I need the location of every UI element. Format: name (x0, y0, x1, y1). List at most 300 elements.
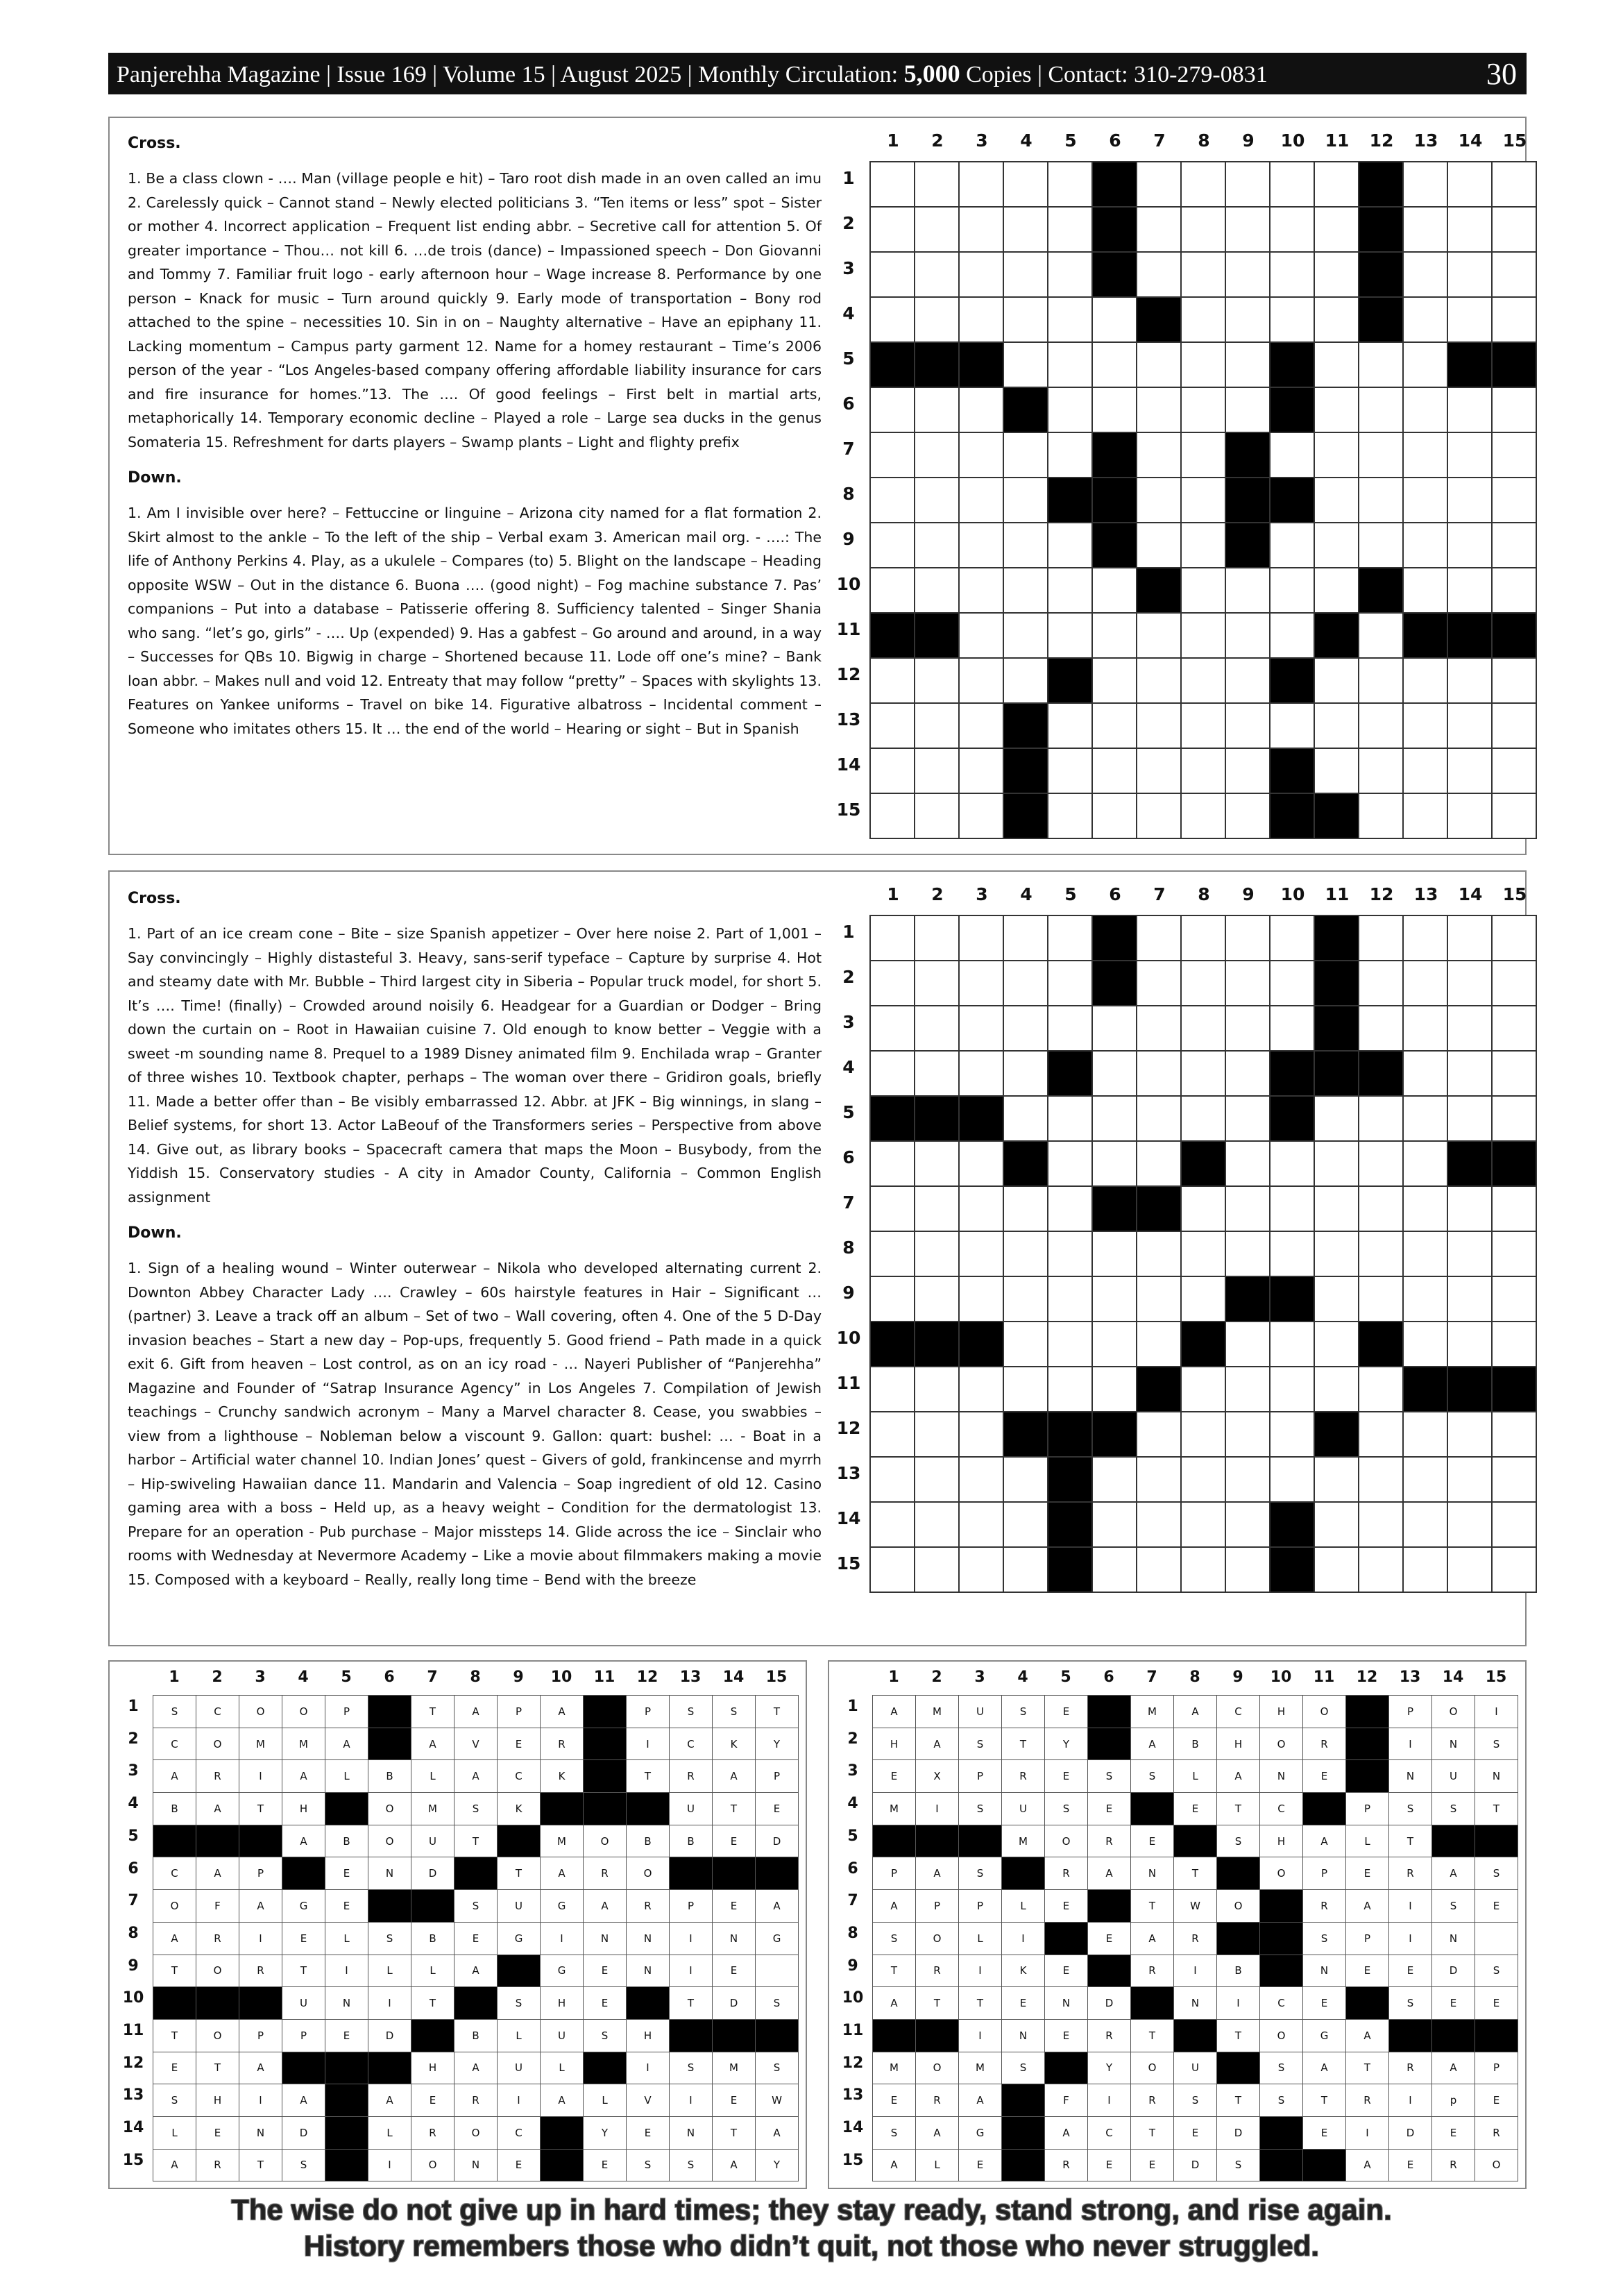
grid-cell[interactable] (1315, 388, 1359, 433)
grid-cell[interactable] (1448, 749, 1493, 794)
grid-cell[interactable] (1404, 523, 1448, 568)
grid-cell[interactable] (1137, 523, 1182, 568)
grid-cell[interactable] (960, 1548, 1004, 1593)
grid-cell[interactable] (1048, 343, 1093, 388)
grid-cell[interactable] (1182, 1458, 1226, 1503)
grid-cell[interactable] (1493, 1503, 1537, 1548)
grid-cell[interactable] (1226, 1548, 1271, 1593)
grid-cell[interactable] (1271, 1232, 1315, 1277)
grid-cell[interactable] (1404, 162, 1448, 208)
grid-cell[interactable] (915, 704, 960, 749)
grid-cell[interactable] (1493, 749, 1537, 794)
grid-cell[interactable] (1404, 1187, 1448, 1232)
grid-cell[interactable] (1004, 1367, 1048, 1412)
grid-cell[interactable] (1404, 1503, 1448, 1548)
grid-cell[interactable] (960, 523, 1004, 568)
grid-cell[interactable] (915, 162, 960, 208)
grid-cell[interactable] (1359, 961, 1404, 1006)
grid-cell[interactable] (1048, 1006, 1093, 1052)
grid-cell[interactable] (1004, 478, 1048, 523)
grid-cell[interactable] (1404, 208, 1448, 253)
grid-cell[interactable] (871, 253, 915, 298)
grid-cell[interactable] (871, 1412, 915, 1458)
grid-cell[interactable] (1182, 523, 1226, 568)
grid-cell[interactable] (1093, 298, 1137, 343)
grid-cell[interactable] (1004, 208, 1048, 253)
grid-cell[interactable] (1226, 704, 1271, 749)
grid-cell[interactable] (960, 794, 1004, 839)
grid-cell[interactable] (1093, 1548, 1137, 1593)
grid-cell[interactable] (1359, 1412, 1404, 1458)
grid-cell[interactable] (1315, 208, 1359, 253)
grid-cell[interactable] (1004, 523, 1048, 568)
grid-cell[interactable] (1137, 1548, 1182, 1593)
grid-cell[interactable] (1359, 523, 1404, 568)
grid-cell[interactable] (915, 1367, 960, 1412)
grid-cell[interactable] (1359, 1277, 1404, 1322)
grid-cell[interactable] (1226, 794, 1271, 839)
grid-cell[interactable] (1182, 1503, 1226, 1548)
grid-cell[interactable] (1359, 1142, 1404, 1187)
grid-cell[interactable] (1271, 208, 1315, 253)
grid-cell[interactable] (1048, 1142, 1093, 1187)
grid-cell[interactable] (871, 659, 915, 704)
grid-cell[interactable] (1226, 659, 1271, 704)
grid-cell[interactable] (1004, 1548, 1048, 1593)
grid-cell[interactable] (1315, 1232, 1359, 1277)
grid-cell[interactable] (915, 478, 960, 523)
grid-cell[interactable] (1271, 568, 1315, 614)
grid-cell[interactable] (1093, 343, 1137, 388)
grid-cell[interactable] (960, 916, 1004, 961)
grid-cell[interactable] (915, 749, 960, 794)
grid-cell[interactable] (915, 1187, 960, 1232)
grid-cell[interactable] (1004, 298, 1048, 343)
grid-cell[interactable] (1137, 208, 1182, 253)
grid-cell[interactable] (915, 916, 960, 961)
grid-cell[interactable] (1048, 1277, 1093, 1322)
grid-cell[interactable] (1404, 1097, 1448, 1142)
grid-cell[interactable] (1315, 1322, 1359, 1367)
grid-cell[interactable] (915, 568, 960, 614)
grid-cell[interactable] (1493, 659, 1537, 704)
grid-cell[interactable] (1093, 1097, 1137, 1142)
grid-cell[interactable] (915, 1277, 960, 1322)
grid-cell[interactable] (960, 1367, 1004, 1412)
grid-cell[interactable] (1448, 208, 1493, 253)
grid-cell[interactable] (1315, 1503, 1359, 1548)
grid-cell[interactable] (1493, 916, 1537, 961)
grid-cell[interactable] (1048, 1367, 1093, 1412)
grid-cell[interactable] (960, 388, 1004, 433)
grid-cell[interactable] (1493, 961, 1537, 1006)
grid-cell[interactable] (1137, 253, 1182, 298)
grid-cell[interactable] (1493, 1187, 1537, 1232)
grid-cell[interactable] (1271, 1322, 1315, 1367)
grid-cell[interactable] (1226, 1458, 1271, 1503)
grid-cell[interactable] (1182, 253, 1226, 298)
grid-cell[interactable] (1448, 1232, 1493, 1277)
grid-cell[interactable] (915, 1232, 960, 1277)
grid-cell[interactable] (871, 1458, 915, 1503)
grid-cell[interactable] (1404, 1142, 1448, 1187)
grid-cell[interactable] (1004, 614, 1048, 659)
grid-cell[interactable] (1093, 1503, 1137, 1548)
grid-cell[interactable] (1448, 1548, 1493, 1593)
grid-cell[interactable] (1226, 1503, 1271, 1548)
grid-cell[interactable] (1226, 1006, 1271, 1052)
grid-cell[interactable] (1004, 1232, 1048, 1277)
grid-cell[interactable] (1404, 388, 1448, 433)
grid-cell[interactable] (1048, 1097, 1093, 1142)
grid-cell[interactable] (871, 478, 915, 523)
grid-cell[interactable] (1182, 1277, 1226, 1322)
grid-cell[interactable] (871, 568, 915, 614)
grid-cell[interactable] (1315, 478, 1359, 523)
grid-cell[interactable] (960, 208, 1004, 253)
grid-cell[interactable] (1315, 1097, 1359, 1142)
grid-cell[interactable] (1182, 961, 1226, 1006)
grid-cell[interactable] (1448, 1458, 1493, 1503)
grid-cell[interactable] (1137, 1458, 1182, 1503)
grid-cell[interactable] (1315, 433, 1359, 478)
grid-cell[interactable] (1004, 1277, 1048, 1322)
grid-cell[interactable] (1048, 523, 1093, 568)
grid-cell[interactable] (1093, 1052, 1137, 1097)
grid-cell[interactable] (1004, 568, 1048, 614)
grid-cell[interactable] (1271, 523, 1315, 568)
grid-cell[interactable] (1359, 704, 1404, 749)
grid-cell[interactable] (1493, 704, 1537, 749)
grid-cell[interactable] (1448, 162, 1493, 208)
grid-cell[interactable] (1182, 568, 1226, 614)
grid-cell[interactable] (871, 1006, 915, 1052)
grid-cell[interactable] (1048, 704, 1093, 749)
grid-cell[interactable] (1359, 1458, 1404, 1503)
grid-cell[interactable] (960, 1006, 1004, 1052)
grid-cell[interactable] (960, 253, 1004, 298)
grid-cell[interactable] (1448, 388, 1493, 433)
grid-cell[interactable] (1182, 916, 1226, 961)
grid-cell[interactable] (1137, 1097, 1182, 1142)
grid-cell[interactable] (1004, 1097, 1048, 1142)
grid-cell[interactable] (1182, 343, 1226, 388)
grid-cell[interactable] (960, 961, 1004, 1006)
grid-cell[interactable] (1271, 1142, 1315, 1187)
grid-cell[interactable] (871, 1052, 915, 1097)
grid-cell[interactable] (1359, 614, 1404, 659)
grid-cell[interactable] (1448, 478, 1493, 523)
grid-cell[interactable] (1226, 343, 1271, 388)
grid-cell[interactable] (1137, 162, 1182, 208)
grid-cell[interactable] (1004, 1187, 1048, 1232)
grid-cell[interactable] (1182, 1232, 1226, 1277)
grid-cell[interactable] (1359, 1548, 1404, 1593)
grid-cell[interactable] (1404, 916, 1448, 961)
grid-cell[interactable] (1315, 343, 1359, 388)
grid-cell[interactable] (1137, 388, 1182, 433)
grid-cell[interactable] (1448, 659, 1493, 704)
grid-cell[interactable] (1093, 568, 1137, 614)
grid-cell[interactable] (1448, 1277, 1493, 1322)
grid-cell[interactable] (1048, 162, 1093, 208)
grid-cell[interactable] (1182, 388, 1226, 433)
grid-cell[interactable] (1004, 433, 1048, 478)
grid-cell[interactable] (1448, 253, 1493, 298)
grid-cell[interactable] (1404, 961, 1448, 1006)
grid-cell[interactable] (1493, 794, 1537, 839)
grid-cell[interactable] (960, 614, 1004, 659)
grid-cell[interactable] (871, 162, 915, 208)
grid-cell[interactable] (1182, 433, 1226, 478)
grid-cell[interactable] (1448, 794, 1493, 839)
grid-cell[interactable] (1359, 1097, 1404, 1142)
grid-cell[interactable] (1493, 1458, 1537, 1503)
grid-cell[interactable] (1048, 388, 1093, 433)
grid-cell[interactable] (1048, 614, 1093, 659)
grid-cell[interactable] (1093, 388, 1137, 433)
grid-cell[interactable] (871, 1503, 915, 1548)
grid-cell[interactable] (1226, 253, 1271, 298)
grid-cell[interactable] (1493, 433, 1537, 478)
grid-cell[interactable] (1226, 961, 1271, 1006)
grid-cell[interactable] (1048, 1322, 1093, 1367)
grid-cell[interactable] (1493, 253, 1537, 298)
grid-cell[interactable] (1182, 1412, 1226, 1458)
grid-cell[interactable] (915, 208, 960, 253)
grid-cell[interactable] (871, 961, 915, 1006)
grid-cell[interactable] (1093, 1367, 1137, 1412)
grid-cell[interactable] (1359, 1503, 1404, 1548)
grid-cell[interactable] (1404, 1412, 1448, 1458)
grid-cell[interactable] (1004, 1503, 1048, 1548)
grid-cell[interactable] (1004, 1052, 1048, 1097)
grid-cell[interactable] (1137, 749, 1182, 794)
grid-cell[interactable] (1448, 704, 1493, 749)
grid-cell[interactable] (1448, 1052, 1493, 1097)
grid-cell[interactable] (960, 1142, 1004, 1187)
grid-cell[interactable] (1271, 1458, 1315, 1503)
grid-cell[interactable] (1315, 1367, 1359, 1412)
grid-cell[interactable] (1315, 253, 1359, 298)
grid-cell[interactable] (1359, 1006, 1404, 1052)
grid-cell[interactable] (1226, 749, 1271, 794)
grid-cell[interactable] (1404, 298, 1448, 343)
grid-cell[interactable] (1093, 1458, 1137, 1503)
grid-cell[interactable] (1048, 1187, 1093, 1232)
grid-cell[interactable] (1048, 961, 1093, 1006)
grid-cell[interactable] (1137, 1322, 1182, 1367)
grid-cell[interactable] (1315, 1142, 1359, 1187)
grid-cell[interactable] (1004, 1006, 1048, 1052)
grid-cell[interactable] (1404, 1232, 1448, 1277)
grid-cell[interactable] (1271, 162, 1315, 208)
grid-cell[interactable] (1493, 1006, 1537, 1052)
grid-cell[interactable] (1004, 253, 1048, 298)
grid-cell[interactable] (960, 433, 1004, 478)
grid-cell[interactable] (1448, 1097, 1493, 1142)
grid-cell[interactable] (915, 388, 960, 433)
grid-cell[interactable] (1404, 749, 1448, 794)
grid-cell[interactable] (960, 1412, 1004, 1458)
grid-cell[interactable] (1493, 1412, 1537, 1458)
grid-cell[interactable] (1182, 1006, 1226, 1052)
grid-cell[interactable] (960, 704, 1004, 749)
grid-cell[interactable] (960, 298, 1004, 343)
grid-cell[interactable] (1048, 298, 1093, 343)
grid-cell[interactable] (1182, 749, 1226, 794)
grid-cell[interactable] (1048, 433, 1093, 478)
grid-cell[interactable] (1137, 1006, 1182, 1052)
grid-cell[interactable] (1137, 343, 1182, 388)
grid-cell[interactable] (1048, 749, 1093, 794)
grid-cell[interactable] (915, 659, 960, 704)
grid-cell[interactable] (871, 433, 915, 478)
grid-cell[interactable] (960, 568, 1004, 614)
grid-cell[interactable] (1182, 1052, 1226, 1097)
grid-cell[interactable] (1226, 1322, 1271, 1367)
grid-cell[interactable] (1093, 1322, 1137, 1367)
grid-cell[interactable] (1226, 388, 1271, 433)
grid-cell[interactable] (1315, 298, 1359, 343)
grid-cell[interactable] (1137, 478, 1182, 523)
grid-cell[interactable] (960, 1503, 1004, 1548)
grid-cell[interactable] (1404, 1277, 1448, 1322)
grid-cell[interactable] (1137, 433, 1182, 478)
grid-cell[interactable] (1404, 704, 1448, 749)
grid-cell[interactable] (960, 1277, 1004, 1322)
grid-cell[interactable] (915, 1458, 960, 1503)
grid-cell[interactable] (1137, 614, 1182, 659)
grid-cell[interactable] (1182, 1367, 1226, 1412)
grid-cell[interactable] (1004, 343, 1048, 388)
grid-cell[interactable] (1182, 794, 1226, 839)
grid-cell[interactable] (1448, 1006, 1493, 1052)
grid-cell[interactable] (1271, 1187, 1315, 1232)
grid-cell[interactable] (1137, 1052, 1182, 1097)
grid-cell[interactable] (1493, 568, 1537, 614)
grid-cell[interactable] (915, 1412, 960, 1458)
grid-cell[interactable] (1093, 1232, 1137, 1277)
grid-cell[interactable] (1182, 1097, 1226, 1142)
grid-cell[interactable] (1448, 298, 1493, 343)
grid-cell[interactable] (1271, 704, 1315, 749)
grid-cell[interactable] (1182, 1548, 1226, 1593)
grid-cell[interactable] (1448, 1322, 1493, 1367)
grid-cell[interactable] (1359, 1367, 1404, 1412)
grid-cell[interactable] (1226, 916, 1271, 961)
grid-cell[interactable] (1226, 1142, 1271, 1187)
grid-cell[interactable] (1182, 704, 1226, 749)
grid-cell[interactable] (1404, 1006, 1448, 1052)
grid-cell[interactable] (1493, 478, 1537, 523)
grid-cell[interactable] (1004, 961, 1048, 1006)
grid-cell[interactable] (871, 1187, 915, 1232)
grid-cell[interactable] (1226, 1052, 1271, 1097)
grid-cell[interactable] (1226, 1232, 1271, 1277)
grid-cell[interactable] (915, 298, 960, 343)
grid-cell[interactable] (1048, 208, 1093, 253)
grid-cell[interactable] (960, 162, 1004, 208)
grid-cell[interactable] (915, 433, 960, 478)
grid-cell[interactable] (915, 1548, 960, 1593)
grid-cell[interactable] (871, 298, 915, 343)
grid-cell[interactable] (1048, 794, 1093, 839)
grid-cell[interactable] (915, 1142, 960, 1187)
grid-cell[interactable] (1359, 433, 1404, 478)
grid-cell[interactable] (871, 916, 915, 961)
grid-cell[interactable] (1493, 388, 1537, 433)
grid-cell[interactable] (1404, 433, 1448, 478)
grid-cell[interactable] (871, 794, 915, 839)
grid-cell[interactable] (1093, 794, 1137, 839)
grid-cell[interactable] (1315, 1187, 1359, 1232)
grid-cell[interactable] (1137, 961, 1182, 1006)
grid-cell[interactable] (871, 208, 915, 253)
grid-cell[interactable] (1493, 1232, 1537, 1277)
grid-cell[interactable] (915, 1006, 960, 1052)
grid-cell[interactable] (1004, 1322, 1048, 1367)
grid-cell[interactable] (1493, 162, 1537, 208)
grid-cell[interactable] (1226, 614, 1271, 659)
grid-cell[interactable] (1093, 1006, 1137, 1052)
grid-cell[interactable] (1226, 162, 1271, 208)
grid-cell[interactable] (1448, 568, 1493, 614)
grid-cell[interactable] (1359, 388, 1404, 433)
grid-cell[interactable] (1359, 916, 1404, 961)
grid-cell[interactable] (1315, 1458, 1359, 1503)
grid-cell[interactable] (960, 749, 1004, 794)
grid-cell[interactable] (1093, 1142, 1137, 1187)
grid-cell[interactable] (1271, 433, 1315, 478)
grid-cell[interactable] (871, 704, 915, 749)
grid-cell[interactable] (1271, 298, 1315, 343)
grid-cell[interactable] (1404, 1052, 1448, 1097)
grid-cell[interactable] (871, 1277, 915, 1322)
grid-cell[interactable] (871, 388, 915, 433)
grid-cell[interactable] (915, 1052, 960, 1097)
grid-cell[interactable] (1404, 1322, 1448, 1367)
grid-cell[interactable] (1404, 478, 1448, 523)
grid-cell[interactable] (915, 961, 960, 1006)
grid-cell[interactable] (1004, 1458, 1048, 1503)
grid-cell[interactable] (1448, 433, 1493, 478)
grid-cell[interactable] (960, 1052, 1004, 1097)
grid-cell[interactable] (871, 523, 915, 568)
grid-cell[interactable] (1226, 298, 1271, 343)
grid-cell[interactable] (871, 1548, 915, 1593)
grid-cell[interactable] (1271, 614, 1315, 659)
grid-cell[interactable] (1271, 916, 1315, 961)
grid-cell[interactable] (1004, 916, 1048, 961)
grid-cell[interactable] (1404, 1548, 1448, 1593)
grid-cell[interactable] (1271, 1412, 1315, 1458)
grid-cell[interactable] (1182, 478, 1226, 523)
grid-cell[interactable] (1271, 253, 1315, 298)
grid-cell[interactable] (915, 794, 960, 839)
grid-cell[interactable] (1182, 659, 1226, 704)
grid-cell[interactable] (1137, 1412, 1182, 1458)
grid-cell[interactable] (1226, 208, 1271, 253)
grid-cell[interactable] (1137, 1277, 1182, 1322)
grid-cell[interactable] (1271, 1006, 1315, 1052)
grid-cell[interactable] (915, 1503, 960, 1548)
grid-cell[interactable] (1137, 916, 1182, 961)
grid-cell[interactable] (1226, 1412, 1271, 1458)
grid-cell[interactable] (1137, 704, 1182, 749)
grid-cell[interactable] (1493, 1277, 1537, 1322)
grid-cell[interactable] (1448, 523, 1493, 568)
